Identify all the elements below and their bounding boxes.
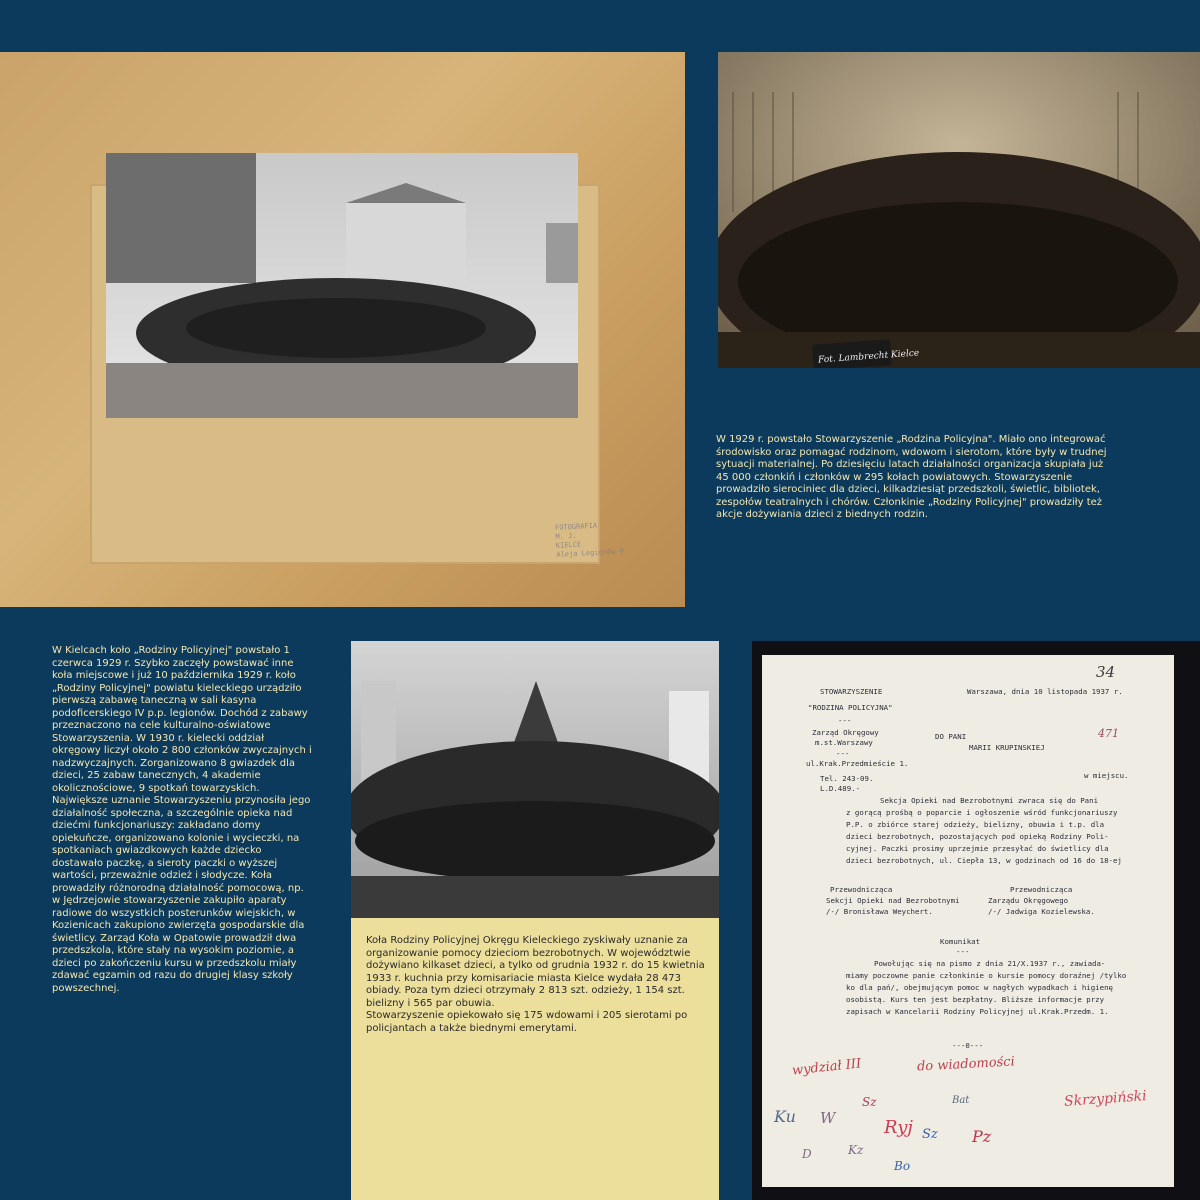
- signature-left-unit: Sekcji Opieki nad Bezrobotnymi: [826, 896, 960, 905]
- handwritten-initial: D: [802, 1147, 812, 1161]
- sender-address: ul.Krak.Przedmieście 1.: [806, 759, 909, 768]
- handwritten-department-note: wydział III: [791, 1056, 862, 1079]
- recipient-place: w miejscu.: [1084, 771, 1129, 780]
- handwritten-initial: Kz: [848, 1143, 864, 1157]
- handwritten-initial: Bat: [952, 1095, 970, 1106]
- archival-letter: [762, 655, 1174, 1187]
- sender-phone: Tel. 243-09.: [820, 774, 874, 783]
- caption-association-founding: W 1929 r. powstało Stowarzyszenie „Rodzina Policyjna". Miało ono integrować środowisko oraz pomagać rodzinom, wdowom i sierotom, które były w trudnej sytuacji materialnej. Po dziesięciu latach działalności organizacja skupiała już 45 000 członkiń i członków w 295 kołach powiatowych. Stowarzyszenie prowadziło sierociniec dla dzieci, kilkadziesiąt przedszkoli, świetlic, bibliotek, zespołów teatralnych i chórów. Członkinie „Rodziny Policyjnej" prowadziły też akcje dożywiania dzieci z biednych rodzin.: [716, 434, 1107, 520]
- letter-body-line: z gorącą prośbą o poparcie i ogłoszenie wśród funkcjonariuszy: [846, 808, 1118, 817]
- letter-body-line: dzieci bezrobotnych, pozostających pod opieką Rodziny Poli-: [846, 832, 1109, 841]
- handwritten-initial: Ryj: [884, 1117, 913, 1138]
- signature-right-title: Przewodnicząca: [1010, 885, 1073, 894]
- divider-dash: ---: [838, 716, 852, 725]
- handwritten-initial: Bo: [894, 1159, 911, 1173]
- handwritten-red-signature: Skrzypiński: [1063, 1088, 1148, 1110]
- signature-left-title: Przewodnicząca: [830, 885, 893, 894]
- letter-body-line: cyjnej. Paczki prosimy uprzejmie przesyłać do świetlicy dla: [846, 844, 1109, 853]
- handwritten-initial: Sz: [862, 1095, 877, 1109]
- reference-number: L.D.489.-: [820, 784, 861, 793]
- recipient-name: MARII KRUPINSKIEJ: [969, 743, 1045, 752]
- recipient-salutation: DO PANI: [935, 732, 967, 741]
- side-number: 471: [1098, 727, 1119, 740]
- komunikat-body-line: Powołując się na pismo z dnia 21/X.1937 r., zawiada-: [874, 959, 1106, 968]
- police-family-group-photo-outdoor: [106, 153, 578, 418]
- photographer-signature: Fot. Lambrecht Kielce: [817, 348, 920, 366]
- board-city: m.st.Warszawy: [815, 738, 873, 747]
- handwritten-initial: W: [820, 1109, 836, 1127]
- handwritten-initial: Ku: [774, 1107, 796, 1126]
- caption-unemployed-aid: [366, 935, 711, 1035]
- divider-dash: ---: [836, 749, 850, 758]
- org-name: STOWARZYSZENIE: [820, 687, 883, 696]
- letter-body-line: dzieci bezrobotnych, ul. Ciepła 13, w godzinach od 16 do 18-ej: [846, 856, 1122, 865]
- handwritten-initial: Pz: [972, 1127, 992, 1146]
- handwritten-for-info-note: do wiadomości: [916, 1054, 1016, 1075]
- letter-body-line: P.P. o zbiórce starej odzieży, bielizny, obuwia i t.p. dla: [846, 820, 1105, 829]
- children-group-photo-hall: [718, 52, 1200, 368]
- letter-body-line: Sekcja Opieki nad Bezrobotnymi zwraca się do Pani: [880, 796, 1099, 805]
- komunikat-body-line: zapisach w Kancelarii Rodziny Policyjnej ul.Krak.Przedm. 1.: [846, 1007, 1109, 1016]
- komunikat-title: Komunikat: [940, 937, 981, 946]
- signature-right-unit: Zarządu Okręgowego: [988, 896, 1069, 905]
- divider-dash: ---: [956, 947, 970, 956]
- handwritten-initial: Sz: [922, 1127, 938, 1142]
- caption-unemployed-aid-p2: Stowarzyszenie opiekowało się 175 wdowami i 205 sierotami po policjantach a także biednymi emerytami.: [366, 1010, 688, 1034]
- end-mark: ---0---: [952, 1041, 984, 1050]
- page-number: 34: [1096, 663, 1116, 681]
- signature-right-name: /-/ Jadwiga Kozielewska.: [988, 907, 1095, 916]
- caption-unemployed-aid-p1: Koła Rodziny Policyjnej Okręgu Kieleckiego zyskiwały uznanie za organizowanie pomocy dzieciom bezrobotnych. W województwie dożywiano kilkaset dzieci, a tylko od grudnia 1932 r. do 15 kwietnia 1933 r. kuchnia przy komisariacie miasta Kielce wydała 28 473 obiady. Poza tym dzieci otrzymały 2 813 szt. odzieży, 1 154 szt. bielizny i 565 par obuwia.: [366, 935, 705, 1009]
- org-name-quoted: "RODZINA POLICYJNA": [808, 703, 893, 712]
- board-name: Zarząd Okręgowy: [812, 728, 879, 737]
- signature-left-name: /-/ Bronisława Weychert.: [826, 907, 933, 916]
- letter-date: Warszawa, dnia 10 listopada 1937 r.: [967, 687, 1123, 696]
- caption-kielce-branch: W Kielcach koło „Rodziny Policyjnej" powstało 1 czerwca 1929 r. Szybko zaczęły powstawać inne koła miejscowe i już 10 października 1929 r. koło „Rodziny Policyjnej" powiatu kieleckiego urządziło pierwszą zabawę taneczną w sali kasyna podoficerskiego IV p.p. legionów. Dochód z zabawy przeznaczono na cele kulturalno-oświatowe Stowarzyszenia. W 1930 r. kielecki oddział okręgowy liczył około 2 800 członków zwyczajnych i nadzwyczajnych. Zorganizowano 8 gwiazdek dla dzieci, 25 zabaw tanecznych, 4 akademie okolicznościowe, 9 spotkań towarzyskich. Największe uznanie Stowarzyszeniu przynosiła jego działalność społeczna, a szczególnie opieka nad dziećmi funkcjonariuszy: zakładano domy opiekuńcze, organizowano kolonie i wycieczki, na spotkaniach gwiazdkowych każde dziecko dostawało paczkę, a sieroty paczki o wyższej wartości, przeważnie odzież i słodycze. Koła prowadziły różnorodną działalność pomocową, np. w Jędrzejowie stowarzyszenie zakupiło aparaty radiowe do wszystkich posterunków wiejskich, w Kozienicach zakupiono zwierzęta gospodarskie dla świetlicy. Zarząd Koła w Opatowie prowadził dwa przedszkola, które stały na wysokim poziomie, a dzieci po zakończeniu kursu w przedszkolu miały zdawać egzamin od razu do drugiej klasy szkoły powszechnej.: [52, 645, 312, 994]
- komunikat-body-line: ko dla pań/, obejmującym pomoc w nagłych wypadkach i higienę: [846, 983, 1113, 992]
- photographer-stamp: FOTOGRAFIA M. J. KIELCE Aleja Legionów 9: [554, 521, 624, 559]
- komunikat-body-line: miamy poczowne panie członkinie o kursie pomocy doraźnej /tylko: [846, 971, 1127, 980]
- christmas-party-group-photo: [351, 641, 719, 918]
- komunikat-body-line: osobistą. Kurs ten jest bezpłatny. Bliższe informacje przy: [846, 995, 1105, 1004]
